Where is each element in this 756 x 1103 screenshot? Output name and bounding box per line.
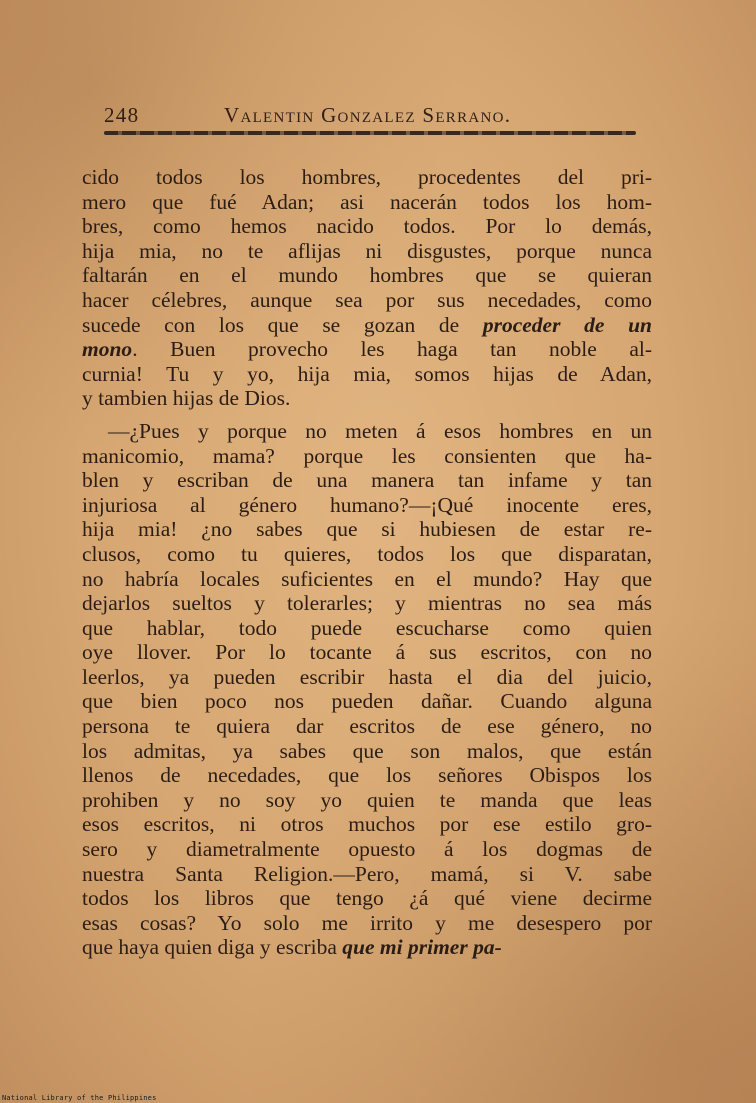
text-line [82,935,652,960]
text-line: clusos, como tu quieres, todos los que disparatan, [82,541,652,566]
text-line: persona te quiera dar escritos de ese género, no [82,714,652,739]
italic-text-run: mono [82,337,133,362]
text-line: prohiben y no soy yo quien te manda que leas [82,787,652,812]
text-line: hacer célebres, aunque sea por sus necedades, como [82,287,652,312]
text-line: no habría locales suficientes en el mundo? Hay que [82,566,652,591]
text-line: esos escritos, ni otros muchos por ese estilo gro- [82,812,652,837]
text-line: cido todos los hombres, procedentes del pri- [82,165,652,189]
text-line: faltarán en el mundo hombres que se quieran [82,263,652,288]
library-credit: National Library of the Philippines [2,1094,157,1102]
running-title: Valentin Gonzalez Serrano. [224,103,512,127]
text-line: hija mia! ¿no sabes que si hubiesen de estar re- [82,517,652,542]
text-line: dejarlos sueltos y tolerarles; y mientras no sea más [82,591,652,616]
text-run: que haya quien diga y escriba [82,935,343,960]
italic-text-run: que mi primer pa- [342,935,502,960]
text-line: mero que fué Adan; asi nacerán todos los hom- [82,189,652,214]
text-line [82,313,652,338]
text-line: hija mia, no te aflijas ni disgustes, porque nunca [82,238,652,263]
text-line: nuestra Santa Religion.—Pero, mamá, si V. sabe [82,861,652,886]
text-line: que hablar, todo puede escucharse como quien [82,615,652,640]
text-line: todos los libros que tengo ¿á qué viene decirme [82,886,652,911]
text-line: leerlos, ya pueden escribir hasta el dia del juicio, [82,664,652,689]
paragraph [82,165,652,411]
paragraph [82,419,652,960]
text-line: los admitas, ya sabes que son malos, que están [82,738,652,763]
header-rule [104,131,636,135]
page-number: 248 [104,103,140,127]
text-run: sucede con los que se gozan de [82,312,483,337]
text-line [82,337,652,362]
body-text [82,165,652,960]
text-line: esas cosas? Yo solo me irrito y me desespero por [82,910,652,935]
text-line: llenos de necedades, que los señores Obispos los [82,763,652,788]
paragraph-gap [82,411,652,419]
text-line: que bien poco nos pueden dañar. Cuando alguna [82,689,652,714]
text-line: y tambien hijas de Dios. [82,386,291,411]
text-line: injuriosa al género humano?—¡Qué inocente eres, [82,492,652,517]
text-line: curnia! Tu y yo, hija mia, somos hijas de Adan, [82,361,652,386]
text-line: bres, como hemos nacido todos. Por lo demás, [82,214,652,239]
text-line: blen y escriban de una manera tan infame y tan [82,468,652,493]
italic-text-run: proceder de un [482,312,652,337]
text-line: oye llover. Por lo tocante á sus escritos, con no [82,640,652,665]
text-line: manicomio, mama? porque les consienten que ha- [82,443,652,468]
text-run: . Buen provecho les haga tan noble al- [132,337,652,362]
text-line: sero y diametralmente opuesto á los dogmas de [82,837,652,862]
text-line: —¿Pues y porque no meten á esos hombres en un [108,418,652,443]
